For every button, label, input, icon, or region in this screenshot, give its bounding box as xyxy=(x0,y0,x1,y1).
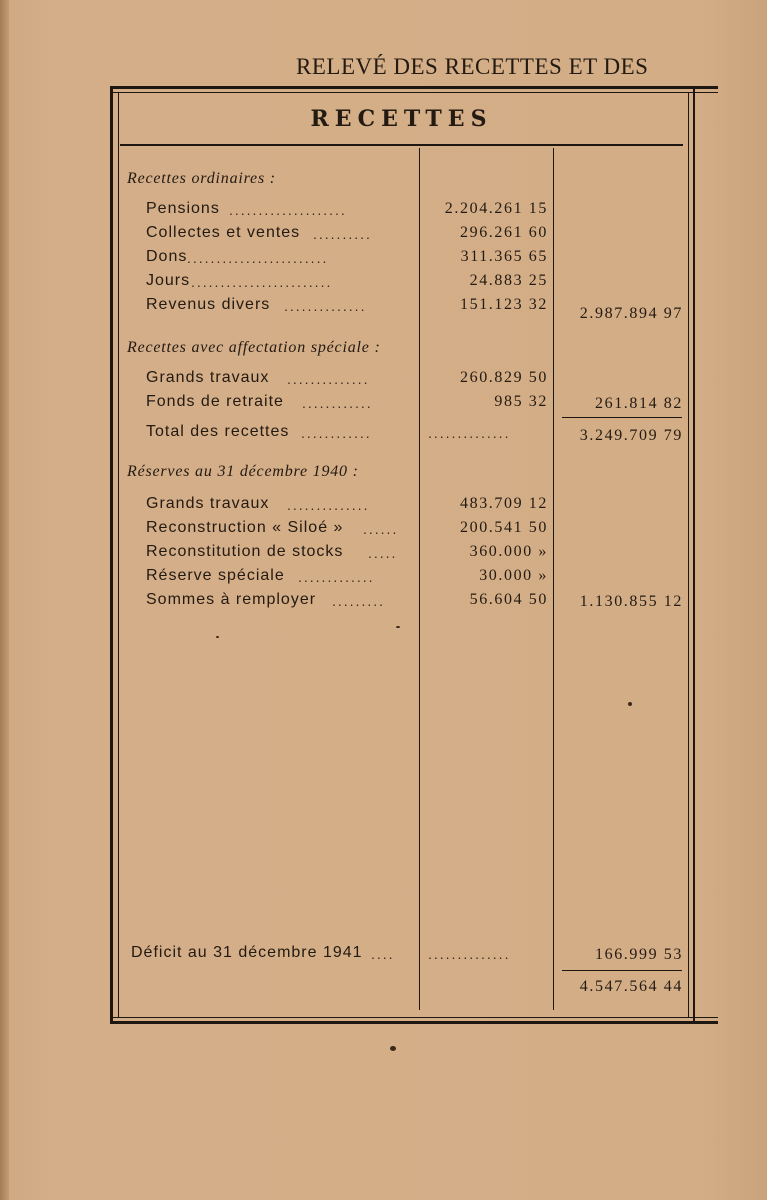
row-amount: 200.541 50 xyxy=(460,519,548,536)
heading-recettes-ordinaires: Recettes ordinaires : xyxy=(127,170,276,187)
row-leader: .......... xyxy=(313,226,372,242)
row-leader: ........................ xyxy=(191,274,333,290)
paper-speck xyxy=(216,636,219,638)
row-label: Sommes à remployer xyxy=(146,591,317,608)
row-label: Fonds de retraite xyxy=(146,393,284,410)
row-leader: ............. xyxy=(298,569,375,585)
paper-speck xyxy=(396,626,400,628)
row-label: Jours xyxy=(146,272,191,289)
grand-total-amount: 4.547.564 44 xyxy=(579,978,683,995)
row-leader: ........................ xyxy=(187,250,329,266)
right-border-thin xyxy=(688,92,689,1018)
bottom-rule-thick xyxy=(110,1021,718,1024)
page-binding-edge xyxy=(0,0,9,1200)
row-leader: .............. xyxy=(284,298,367,314)
left-border-thick xyxy=(110,86,113,1024)
row-amount: 2.204.261 15 xyxy=(444,200,548,217)
row-leader: ..... xyxy=(368,545,398,561)
row-leader: .................... xyxy=(229,202,347,218)
row-label: Pensions xyxy=(146,200,220,217)
middle-column-leader: .............. xyxy=(428,946,511,962)
middle-column-leader: .............. xyxy=(428,425,511,441)
row-label: Collectes et ventes xyxy=(146,224,301,241)
top-rule-thick xyxy=(110,86,718,89)
row-label: Grands travaux xyxy=(146,495,270,512)
heading-recettes-affectation: Recettes avec affectation spéciale : xyxy=(127,339,381,356)
column-divider-2 xyxy=(553,148,554,1010)
row-amount: 24.883 25 xyxy=(469,272,548,289)
total-recettes-amount: 3.249.709 79 xyxy=(579,427,683,444)
paper-speck xyxy=(390,1046,396,1051)
subtotal-recettes-affectation: 261.814 82 xyxy=(595,395,683,412)
paper-speck xyxy=(628,702,632,706)
row-label: Déficit au 31 décembre 1941 xyxy=(131,944,363,961)
row-leader: ............ xyxy=(302,395,373,411)
row-amount: 360.000 » xyxy=(469,543,548,560)
row-label: Reconstruction « Siloé » xyxy=(146,519,344,536)
grand-total-rule xyxy=(562,970,682,971)
row-label: Total des recettes xyxy=(146,423,290,440)
row-amount: 985 32 xyxy=(494,393,548,410)
left-border-thin xyxy=(118,92,119,1018)
heading-reserves: Réserves au 31 décembre 1940 : xyxy=(127,463,359,480)
right-border-thick xyxy=(693,86,695,1024)
row-label: Reconstitution de stocks xyxy=(146,543,344,560)
row-leader: .............. xyxy=(287,497,370,513)
row-amount: 30.000 » xyxy=(479,567,548,584)
row-label: Grands travaux xyxy=(146,369,270,386)
row-leader: ............ xyxy=(301,425,372,441)
row-label: Dons xyxy=(146,248,188,265)
row-amount: 483.709 12 xyxy=(460,495,548,512)
bottom-rule-thin xyxy=(110,1017,718,1018)
row-label: Revenus divers xyxy=(146,296,271,313)
subtotal-reserves: 1.130.855 12 xyxy=(579,593,683,610)
row-amount: 311.365 65 xyxy=(460,248,548,265)
row-leader: .... xyxy=(371,946,395,962)
column-divider-1 xyxy=(419,148,420,1010)
row-amount: 151.123 32 xyxy=(460,296,548,313)
row-leader: ...... xyxy=(363,521,399,537)
row-amount: 260.829 50 xyxy=(460,369,548,386)
deficit-amount: 166.999 53 xyxy=(595,946,683,963)
row-amount: 56.604 50 xyxy=(469,591,548,608)
top-rule-thin xyxy=(110,92,718,93)
title-underline xyxy=(120,144,683,146)
subtotal-rule xyxy=(562,417,682,418)
row-leader: .............. xyxy=(287,371,370,387)
subtotal-recettes-ordinaires: 2.987.894 97 xyxy=(579,305,683,322)
row-label: Réserve spéciale xyxy=(146,567,285,584)
running-head: RELEVÉ DES RECETTES ET DES xyxy=(296,54,649,79)
row-amount: 296.261 60 xyxy=(460,224,548,241)
row-leader: ......... xyxy=(332,593,386,609)
section-title: RECETTES xyxy=(310,106,493,132)
